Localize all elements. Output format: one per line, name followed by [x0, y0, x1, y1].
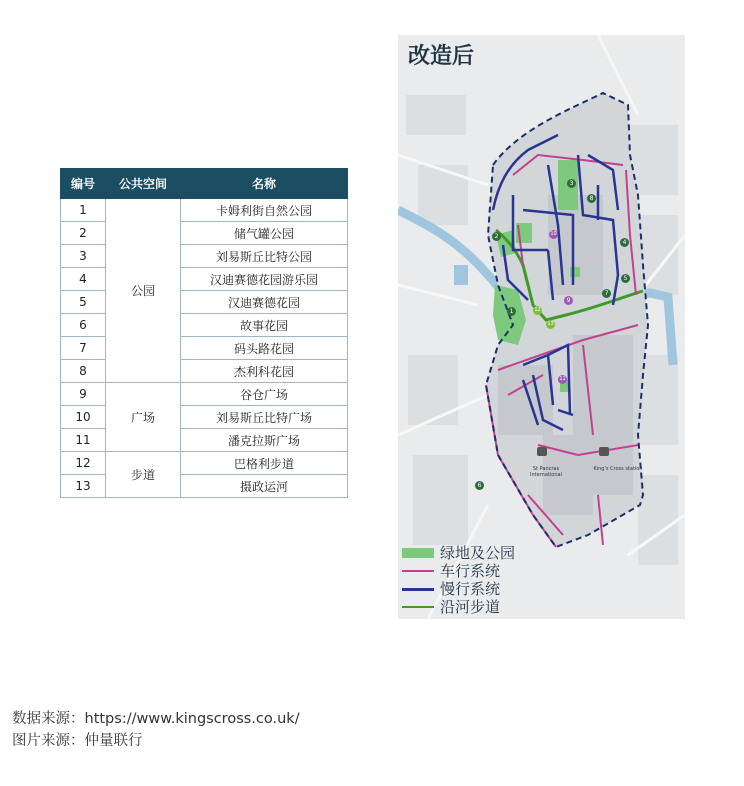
legend-label: 沿河步道	[440, 598, 501, 616]
map-marker-5: 5	[621, 274, 630, 283]
legend-label: 慢行系统	[440, 580, 501, 598]
row-number: 12	[61, 452, 106, 475]
legend-swatch-vehicle	[402, 570, 434, 572]
legend-item-slow	[402, 581, 500, 597]
station-label-st-pancras: St Pancras International	[530, 466, 562, 478]
table-row	[61, 337, 348, 360]
row-name: 故事花园	[181, 314, 348, 337]
row-number: 1	[61, 199, 106, 222]
row-name: 刘易斯丘比特广场	[181, 406, 348, 429]
table-row	[61, 199, 348, 222]
map-marker-2: 2	[492, 232, 501, 241]
row-name: 储气罐公园	[181, 222, 348, 245]
map-graphic	[398, 35, 685, 619]
group-squares: 广场	[106, 383, 181, 452]
row-name: 刘易斯丘比特公园	[181, 245, 348, 268]
row-name: 潘克拉斯广场	[181, 429, 348, 452]
table-row	[61, 360, 348, 383]
legend-swatch-slow	[402, 588, 434, 591]
public-space-table	[60, 168, 348, 498]
row-number: 5	[61, 291, 106, 314]
map-marker-7: 7	[602, 289, 611, 298]
table-row	[61, 291, 348, 314]
row-number: 8	[61, 360, 106, 383]
group-walks: 步道	[106, 452, 181, 498]
table-row	[61, 245, 348, 268]
header-name: 名称	[181, 169, 348, 199]
table-row	[61, 475, 348, 498]
table-row	[61, 268, 348, 291]
table-row	[61, 429, 348, 452]
station-label-kings-cross: King's Cross station	[593, 466, 643, 472]
data-source-text: 数据来源：https://www.kingscross.co.uk/	[12, 711, 300, 727]
row-number: 9	[61, 383, 106, 406]
map-marker-1: 1	[507, 307, 516, 316]
map-marker-8: 8	[587, 194, 596, 203]
row-name: 巴格利步道	[181, 452, 348, 475]
legend-swatch-green	[402, 548, 434, 558]
row-name: 码头路花园	[181, 337, 348, 360]
table-row	[61, 314, 348, 337]
row-name: 汉迪赛德花园游乐园	[181, 268, 348, 291]
legend-item-riverside	[402, 599, 500, 615]
legend-item-green	[402, 545, 515, 561]
row-number: 13	[61, 475, 106, 498]
row-name: 卡姆利街自然公园	[181, 199, 348, 222]
legend-label: 车行系统	[440, 562, 501, 580]
map-title: 改造后	[408, 44, 475, 69]
row-number: 6	[61, 314, 106, 337]
header-number: 编号	[61, 169, 106, 199]
pond	[454, 265, 468, 285]
row-number: 2	[61, 222, 106, 245]
table-row	[61, 222, 348, 245]
map-marker-13: 13	[547, 321, 554, 327]
row-name: 谷仓广场	[181, 383, 348, 406]
map-marker-11: 11	[559, 376, 566, 382]
site-map	[398, 35, 685, 619]
table-row	[61, 452, 348, 475]
row-number: 11	[61, 429, 106, 452]
row-number: 7	[61, 337, 106, 360]
table-row	[61, 406, 348, 429]
map-marker-6: 6	[475, 481, 484, 490]
row-name: 杰利科花园	[181, 360, 348, 383]
map-marker-10: 10	[550, 231, 557, 237]
legend-label: 绿地及公园	[440, 544, 516, 562]
row-name: 摄政运河	[181, 475, 348, 498]
row-number: 3	[61, 245, 106, 268]
row-name: 汉迪赛德花园	[181, 291, 348, 314]
legend-swatch-riverside	[402, 606, 434, 608]
row-number: 4	[61, 268, 106, 291]
image-source-text: 图片来源：仲量联行	[12, 733, 143, 749]
header-space-type: 公共空间	[106, 169, 181, 199]
map-marker-3: 3	[567, 179, 576, 188]
map-marker-9: 9	[564, 296, 573, 305]
legend-item-vehicle	[402, 563, 500, 579]
table-row	[61, 383, 348, 406]
map-marker-12: 12	[534, 307, 541, 313]
group-parks: 公园	[106, 199, 181, 383]
row-number: 10	[61, 406, 106, 429]
table-header-row	[61, 169, 348, 199]
map-marker-4: 4	[620, 238, 629, 247]
